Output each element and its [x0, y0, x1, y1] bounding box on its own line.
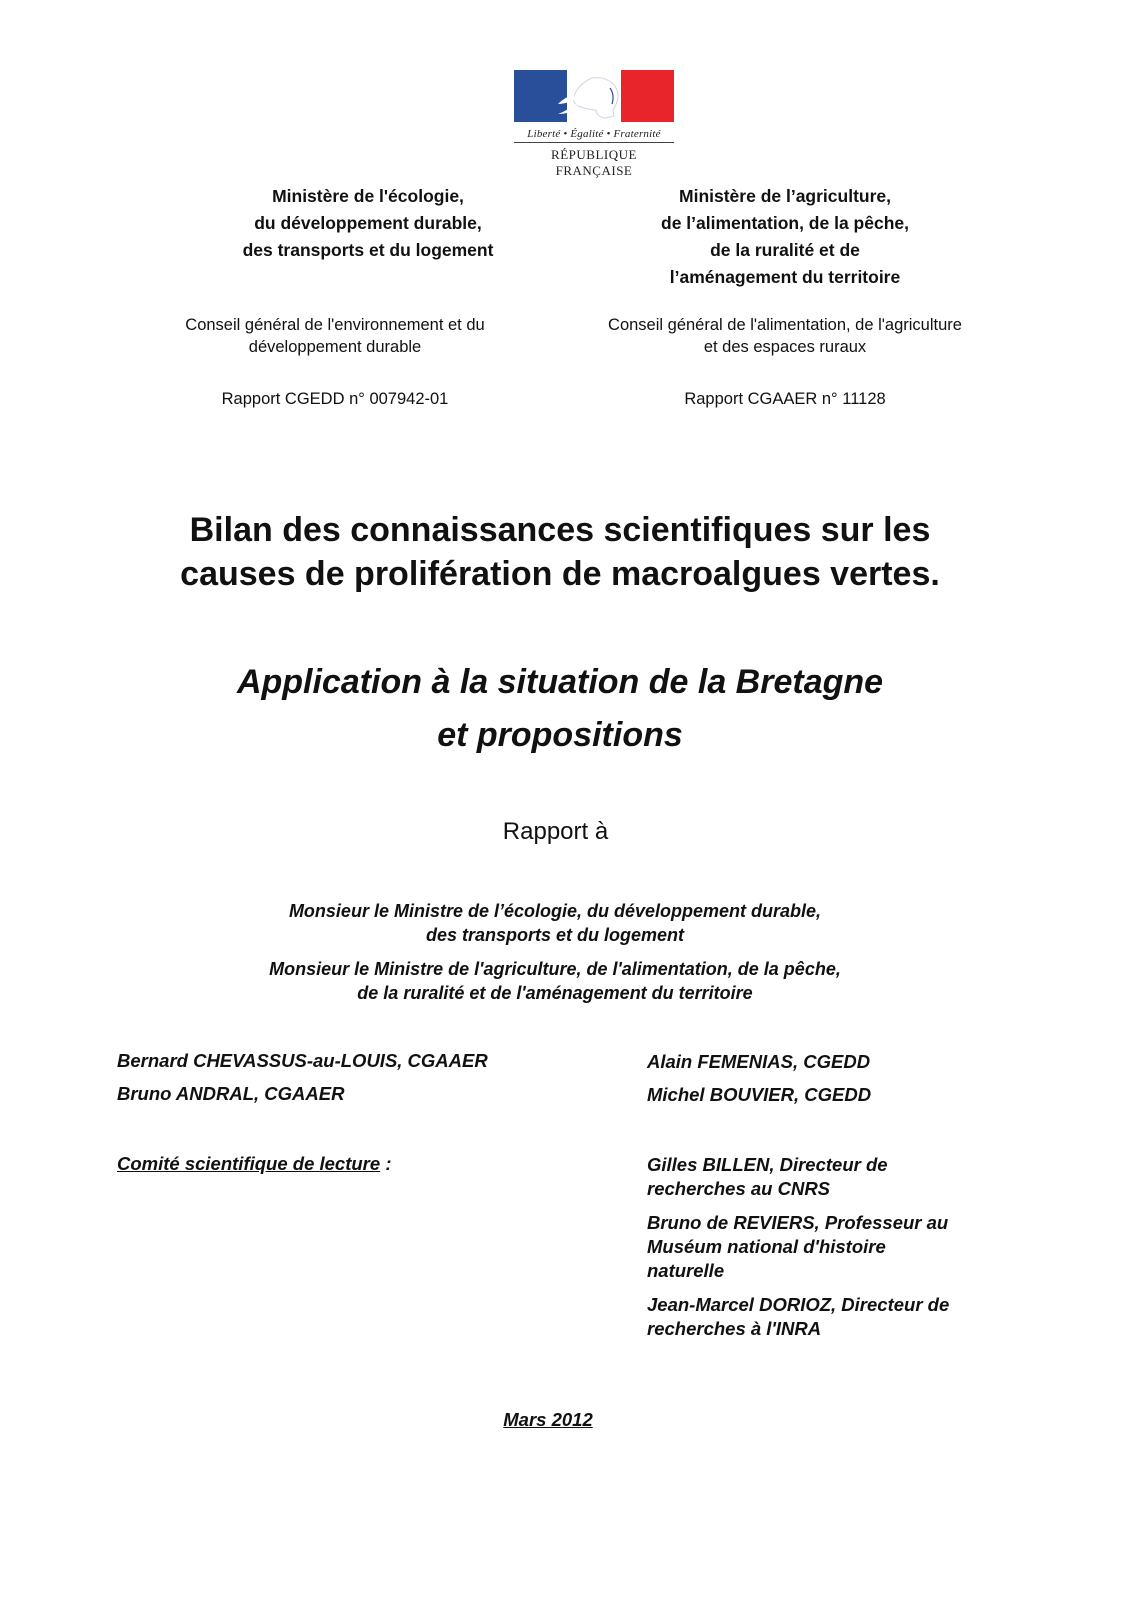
- addressee-line: de la ruralité et de l'aménagement du territoire: [357, 983, 753, 1003]
- addressee-line: Monsieur le Ministre de l’écologie, du développement durable,: [288, 901, 822, 921]
- document-subtitle: [60, 656, 1060, 762]
- committee-label: [117, 1152, 537, 1176]
- council-line: Conseil général de l'environnement et du: [185, 316, 485, 334]
- report-to-label: Rapport à: [502, 818, 609, 845]
- republic-name: RÉPUBLIQUE FRANÇAISE: [551, 147, 637, 178]
- ministry-ecology-line: des transports et du logement: [242, 240, 494, 260]
- addressee-line: Monsieur le Ministre de l'agriculture, de l'alimentation, de la pêche,: [269, 959, 841, 979]
- addressee-ecology: [155, 899, 955, 947]
- addressee-line: des transports et du logement: [425, 925, 685, 945]
- subtitle-line: Application à la situation de la Bretagne: [236, 663, 884, 701]
- committee-member-line: recherches à l'INRA: [647, 1318, 822, 1339]
- marianne-flag-icon: [514, 70, 674, 122]
- title-line: Bilan des connaissances scientifiques sur les: [189, 511, 931, 549]
- report-number-cgedd: Rapport CGEDD n° 007942-01: [221, 390, 449, 408]
- council-line: et des espaces ruraux: [703, 338, 867, 356]
- committee-label-colon: :: [380, 1153, 392, 1174]
- committee-members: [647, 1153, 1067, 1341]
- committee-member-line: Bruno de REVIERS, Professeur au: [647, 1212, 949, 1233]
- report-date: Mars 2012: [503, 1409, 593, 1430]
- subtitle-line: et propositions: [437, 716, 683, 754]
- authors-left: [117, 1049, 597, 1106]
- committee-label-text: Comité scientifique de lecture: [117, 1153, 381, 1174]
- ministry-agriculture-line: de la ruralité et de: [710, 240, 860, 260]
- ministry-ecology-line: Ministère de l'écologie,: [272, 186, 464, 206]
- ministry-agriculture-line: de l’alimentation, de la pêche,: [661, 213, 909, 233]
- council-line: Conseil général de l'alimentation, de l'agriculture: [608, 316, 962, 334]
- author-name: Michel BOUVIER, CGEDD: [647, 1084, 872, 1105]
- authors-right: [647, 1050, 1067, 1107]
- republic-motto: Liberté • Égalité • Fraternité: [514, 128, 674, 143]
- committee-member-line: Muséum national d'histoire: [647, 1236, 886, 1257]
- ministry-agriculture-line: Ministère de l’agriculture,: [679, 186, 891, 206]
- committee-member: [647, 1293, 1067, 1341]
- committee-member: [647, 1153, 1067, 1201]
- author-name: Bruno ANDRAL, CGAAER: [117, 1083, 345, 1104]
- ministry-ecology: [168, 183, 568, 264]
- committee-member-line: naturelle: [647, 1260, 725, 1281]
- author-name: Bernard CHEVASSUS-au-LOUIS, CGAAER: [117, 1050, 488, 1071]
- ministry-agriculture-line: l’aménagement du territoire: [669, 267, 901, 287]
- ministry-ecology-line: du développement durable,: [254, 213, 482, 233]
- addressee-agriculture: [155, 957, 955, 1005]
- committee-member-line: Gilles BILLEN, Directeur de: [647, 1154, 888, 1175]
- council-cgedd: [135, 314, 535, 358]
- report-number-cgaaer: Rapport CGAAER n° 11128: [684, 390, 886, 408]
- committee-member: [647, 1211, 1067, 1283]
- republique-francaise-logo: [514, 70, 674, 179]
- ministry-agriculture: [585, 183, 985, 291]
- committee-member-line: recherches au CNRS: [647, 1178, 831, 1199]
- committee-member-line: Jean-Marcel DORIOZ, Directeur de: [647, 1294, 950, 1315]
- author-name: Alain FEMENIAS, CGEDD: [647, 1051, 871, 1072]
- council-line: développement durable: [248, 338, 422, 356]
- council-cgaaer: [560, 314, 1010, 358]
- title-line: causes de prolifération de macroalgues vertes.: [180, 555, 940, 593]
- document-title: [60, 508, 1060, 596]
